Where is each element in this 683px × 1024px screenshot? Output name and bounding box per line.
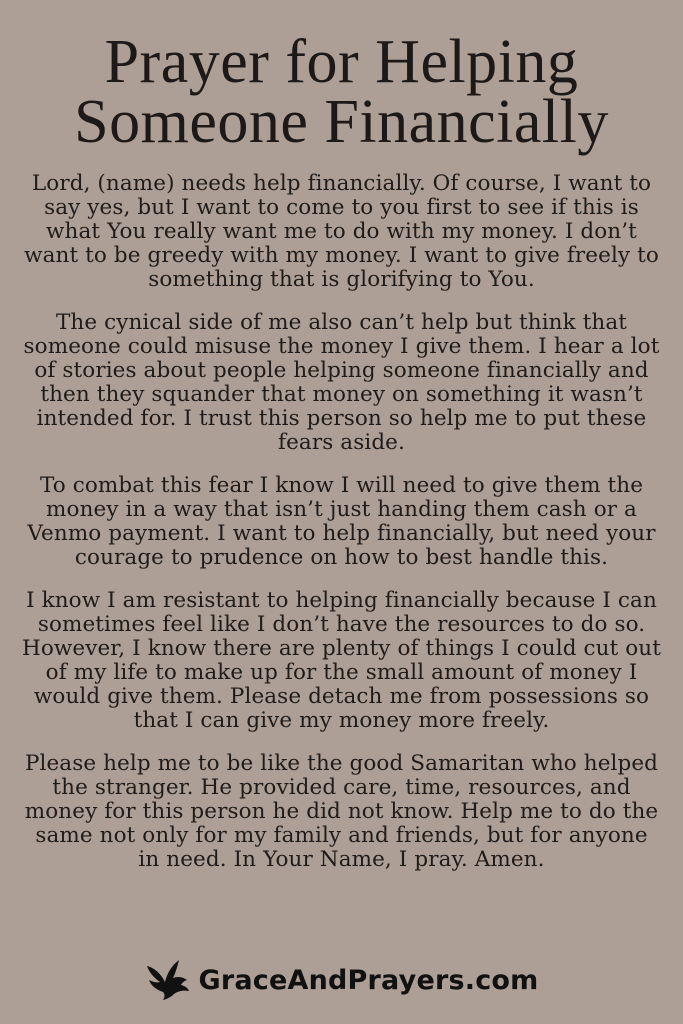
prayer-paragraph: The cynical side of me also can’t help but think that someone could misuse the money I give them. I hear a lot of stories about people helping someone financially and then they squander that money on something it wasn’t intended for. I trust this person so help me to put these fears aside. — [23, 310, 660, 455]
prayer-paragraph: Please help me to be like the good Samaritan who helped the stranger. He provided care, time, resources, and money for this person he did not know. Help me to do the same not only for my family and friends, but for anyone in need. In Your Name, I pray. Amen. — [24, 751, 659, 872]
prayer-paragraph: Lord, (name) needs help financially. Of course, I want to say yes, but I want to come to you first to see if this is what You really want me to do with my money. I don’t want to be greedy with my money. I want to give freely to something that is glorifying to You. — [24, 171, 659, 292]
prayer-body — [22, 172, 661, 872]
dove-icon — [145, 958, 191, 1002]
footer-brand — [0, 958, 683, 1002]
title-line-1: Prayer for Helping — [104, 28, 579, 96]
page-title — [22, 28, 661, 156]
title-line-2: Someone Financially — [74, 88, 609, 156]
prayer-paragraph: I know I am resistant to helping financially because I can sometimes feel like I don’t have the resources to do so. However, I know there are plenty of things I could cut out of my life to make up for the small amount of money I would give them. Please detach me from possessions so that I can give my money more freely. — [22, 588, 661, 733]
prayer-paragraph: To combat this fear I know I will need to give them the money in a way that isn’t just handing them cash or a Venmo payment. I want to help financially, but need your courage to prudence on how to best handle this. — [27, 473, 656, 570]
brand-name: GraceAndPrayers.com — [198, 964, 539, 996]
